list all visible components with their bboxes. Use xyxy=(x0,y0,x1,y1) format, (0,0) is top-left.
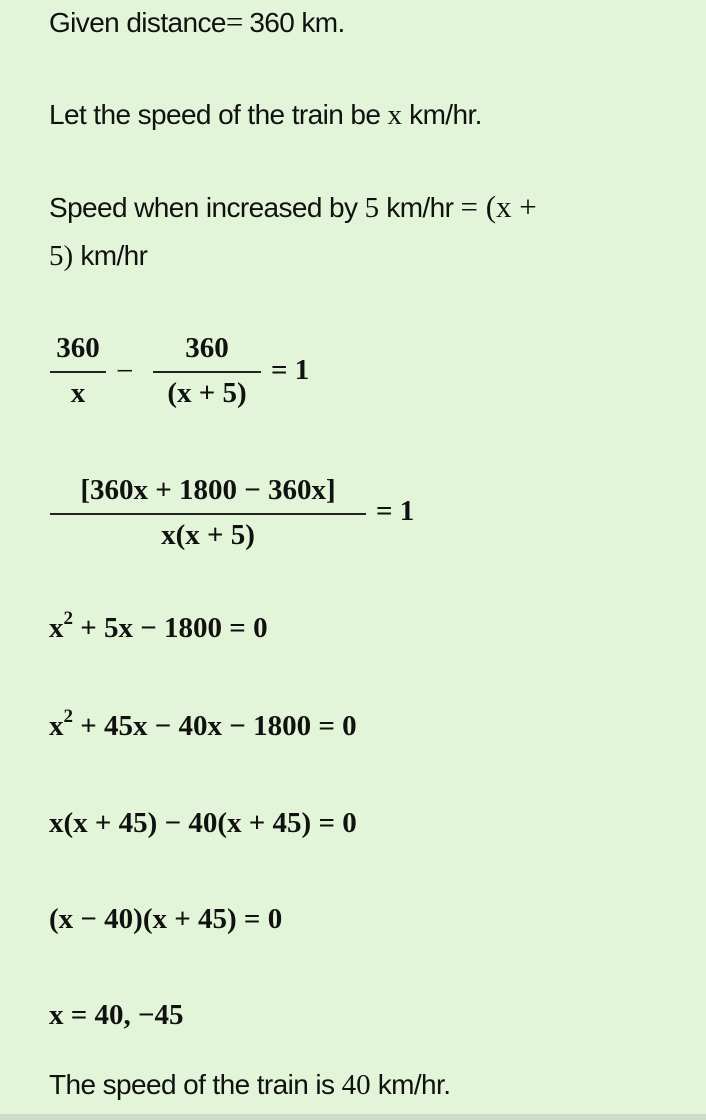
conclusion-text: The speed of the train is xyxy=(49,1069,342,1100)
eq2-denominator: x(x + 5) xyxy=(161,518,255,551)
increased-speed-close: 5) xyxy=(49,240,74,272)
eq1-fraction-1 xyxy=(50,332,106,410)
eq1-frac1-bar xyxy=(50,371,106,373)
eq3-base: x xyxy=(49,612,64,644)
eq4-exponent: 2 xyxy=(63,706,73,727)
equation-7: x = 40, −45 xyxy=(49,999,184,1031)
equation-5: x(x + 45) − 40(x + 45) = 0 xyxy=(49,807,357,839)
increased-speed-expression: = (x + xyxy=(460,189,537,224)
increased-speed-line-2 xyxy=(49,240,147,273)
conclusion-line xyxy=(49,1069,450,1102)
eq2-fraction-bar xyxy=(50,513,366,515)
increased-speed-line xyxy=(49,189,537,225)
let-speed-text: Let the speed of the train be xyxy=(49,99,388,130)
eq1-fraction-2 xyxy=(153,332,261,410)
eq1-minus: − xyxy=(116,353,134,388)
let-speed-variable: x xyxy=(387,99,402,131)
given-equals-sign: = xyxy=(225,4,244,39)
increased-speed-amount: 5 xyxy=(364,192,380,224)
eq1-frac2-denominator: (x + 5) xyxy=(167,376,247,409)
eq2-rhs: = 1 xyxy=(376,495,415,527)
eq4-rest: + 45x − 40x − 1800 = 0 xyxy=(73,710,357,742)
let-speed-line xyxy=(49,99,482,132)
eq1-frac1-numerator: 360 xyxy=(56,332,100,364)
conclusion-unit: km/hr. xyxy=(370,1069,451,1100)
given-distance-line xyxy=(49,4,345,40)
given-distance-label: Given distance xyxy=(49,7,226,38)
eq2-numerator: [360x + 1800 − 360x] xyxy=(80,474,336,506)
eq4-base: x xyxy=(49,710,64,742)
bottom-divider xyxy=(0,1114,706,1120)
eq1-frac2-numerator: 360 xyxy=(185,332,229,364)
increased-speed-unit-2: km/hr xyxy=(73,240,148,271)
increased-speed-unit: km/hr xyxy=(379,192,461,223)
conclusion-value: 40 xyxy=(341,1069,371,1101)
given-distance-value: 360 km. xyxy=(249,7,345,38)
equation-3 xyxy=(49,608,268,645)
equation-4 xyxy=(49,706,357,743)
let-speed-unit: km/hr. xyxy=(401,99,482,130)
equation-6: (x − 40)(x + 45) = 0 xyxy=(49,903,283,935)
eq1-frac2-bar xyxy=(153,371,261,373)
eq1-frac1-denominator: x xyxy=(70,376,86,409)
increased-speed-text: Speed when increased by xyxy=(49,192,365,223)
eq3-exponent: 2 xyxy=(63,608,73,629)
eq3-rest: + 5x − 1800 = 0 xyxy=(73,612,268,644)
eq2-fraction xyxy=(50,474,366,552)
eq1-rhs: = 1 xyxy=(271,354,310,386)
